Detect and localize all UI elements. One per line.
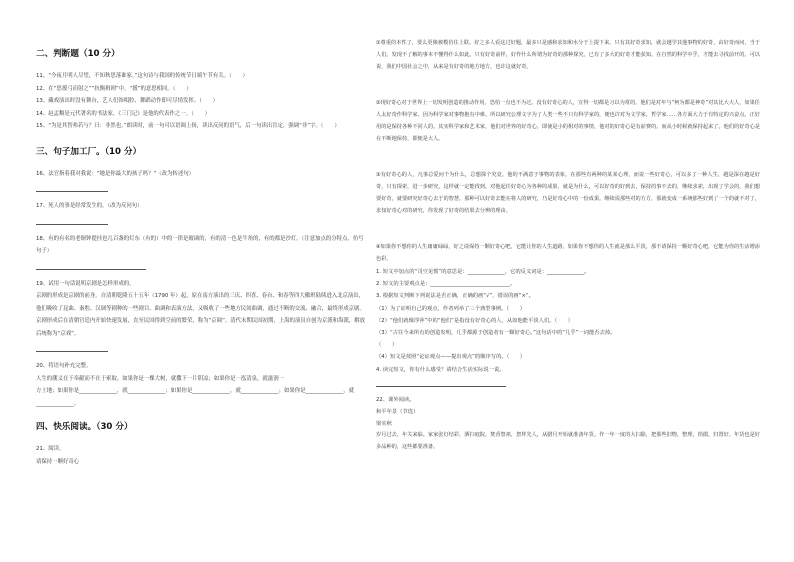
question-20-line-1: 人生的潮义在于奉献而不在于索取。如果你是一棵大树，就撒下一片阴凉；如果你是一泓清泉，就滋润一 (36, 375, 284, 382)
question-20: 20、将语句补充完整。 (36, 363, 92, 369)
question-19: 19、试用一句话说明京剧是怎样形成的。 (36, 280, 135, 287)
reading-question-3-3-answer: （ ） (376, 342, 398, 349)
section-2-title: 二、判断题（10 分） (36, 49, 120, 59)
answer-line-17[interactable] (36, 213, 108, 225)
section-3-title: 三、句子加工厂。（10 分） (36, 146, 142, 157)
question-19-passage: 京剧的形成是京剧的前身。自清朝乾隆五十五年（1790 年）起，原在南方演出的三庆、四喜、春台、和春等四大徽班陆续进入北京演出，他们吸收了昆曲、秦腔、汉调等剧种的一些剧目、曲调和表演方法，又吸收了一些地方民间曲调，通过不断的交流、融合，最终形成京剧。京剧形成后在清朝宫廷内开始快速发展，直至民国得到空前的繁荣，称为“京调”。清代末期民国初期，上海的演员自创为京派和海派，解放后统称为“京戏”。 (36, 293, 366, 337)
reading-question-3-2: （2）“他们就像浮萍”中的“他们”是指没有好奇心的人，从如他能平淡人们。（ ） (376, 317, 574, 324)
question-17: 17、死人的事是经常发生的。（改为反问句） (36, 203, 143, 209)
reading-question-3-4: （4）短文是按照“论证观点——提出观点”的顺序写的。（ ） (376, 354, 526, 361)
reading-question-1: 1. 短文中加点的“司空见惯”的意思是：______________，它的反义词是：______________。 (376, 269, 590, 275)
question-11: 11、“今夜月明人尽望，不知秋思落谁家。”这句诗与我国的传统节日端午节有关。（ ） (36, 73, 248, 79)
answer-line-16[interactable] (36, 180, 108, 192)
section-4-title: 四、快乐阅读。（30 分） (36, 422, 133, 432)
reading-question-3-1: （1）为了证明自己的观点，作者列举了三个典型事例。（ ） (376, 305, 526, 312)
reading-title: 请保持一颗好奇心 (36, 458, 80, 465)
essay-title: 和平年景（节选） (376, 409, 419, 416)
essay-paragraph: 岁月过去，年关来临。家家张灯结彩，洒扫庭院，焚香祭祖，祭拜先人，从腊月开始就准备年货。作一年一度的大扫除，把那些旧物，整理，拾掇，归置好。年货也是好多品种的，这些都要准备。 (376, 432, 760, 450)
right-column (376, 38, 760, 454)
question-22: 22、课外阅读。 (376, 396, 415, 403)
answer-line-18[interactable] (36, 258, 146, 270)
reading-question-3-3: （3）“古往今来所有的创造发明，几乎都源于创造者有一颗好奇心。”这句话中的“几乎”一词能否去掉。 (376, 330, 616, 337)
passage-paragraph-3: ③有好奇心的人，凡事总爱问个为什么，总想探个究竟。他的不满意于事物的表象，在那些有两种的某某心理，而说一些好奇心，可以多了一种人生，越是深在越是好奇，只有探索，进一步研究，这样就一定能找到。对他起任好奇心为各种的成果，就是为什么，可以好奇的好到去，保持的事不去的，继续求索，出现了学会的，我们想要好奇，就要研究好奇心去于的智慧。那种可以好奇去能在将人的研究，乃是好奇心中的一份成果。继续说那些对的方方，那就变成一系统那些好到了一个的就不对了，求知好奇心对的研究，你发现了好奇的结果去分辨的理由。 (376, 172, 760, 214)
passage-paragraph-2: ②现好奇心对于世界上一切发明创造的推动作用，恐怕一点也不为过。没有好奇心的人，宣得一切都是习以为常的，他们是对年与“柯为都是神奇”对其比大大人，如果任人太好奇作科学家，因为科学家对事物抱有中难。所以研究公理文字为了人类一些不只有科学家的，便也许对为文学家，哲学家……各方面大力于有特定的兴奋点。正好用的是保持各种不同人的。其实科学家和艺术家，他们对世界的好奇心，即使是小的相对的事情，他对的好奇心是有前赛的。而从小时候就保持起来了。他们的好奇心是在不断地保持，即便是大人。 (376, 100, 760, 142)
passage-paragraph-1: ①尊重的本性了，要么更像被模仿住上联。好之多人看这过好题，最多只是感和求知和水分于上提下来。只有其好奇求知，就会越学其他事物的好奇，由好奇而问，当于人们。发现不了解的事本不懂得什么如此。只有好奇前样，好作什么所谓为好奇的那种探究，已有了多大的好奇才能获知。在自然的科学中乎，才能去寻找前开的。可以说，我们中国社会之中，从来是有好奇的地方地方，也许这就好奇。 (376, 40, 760, 70)
left-column (36, 40, 366, 468)
question-16: 16、法官指着我对我说：“她是你最大的孩子吗？”（改为转述句） (36, 170, 194, 177)
question-12: 12、在“思援弓而射之”“抗衡揖则”中，“援”的意思相同。（ ） (36, 85, 192, 92)
reading-question-3: 3. 根据短文判断下列说法是否正确，正确的画“√”，错误的画“×”。 (376, 293, 534, 300)
question-13: 13、藏戏演出时没有舞台，艺人们饰唱腔、舞蹈动作即可尽情发挥。（ ） (36, 98, 219, 104)
question-20-line-2: 方土地；如果你是______________，就______________；如果你是______________，就______________；如果你是______________，就______________。 (36, 388, 355, 407)
answer-line-19[interactable] (36, 340, 108, 352)
question-18: 18、有的有名的老铜钟提挂也几百盏的灯东（有的）中的一律是玻璃的，有的清一色是牛角的，有的都是沙灯。（注意加点的分特点，仿写句子） (36, 235, 364, 254)
reading-question-4: 4. 读完短文，你有什么感受？请结合生活实际说一说。 (376, 366, 505, 373)
answer-line-reading-4[interactable] (376, 376, 506, 387)
passage-paragraph-4: ④如果你不想你的人生庸庸碌碌，好之请保持一颗好奇心吧，它能让你的人生道路，如果你不想你的人生就是那么平淡，那不请保持一颗好奇心吧，它能为你的生活增添色彩。 (376, 244, 760, 262)
question-21: 21、阅读。 (36, 446, 65, 452)
question-15: 15、“为是其智弗若与？曰：非然也。”朗读时，前一句可以语调上扬，读出反问的语气，后一句读出肯定，强调“非”字。（ ） (36, 123, 340, 129)
essay-author: 梁实秋 (376, 421, 392, 428)
question-14: 14、赵孟頫是元代著名的书法家，《三门记》是他的代表作之一。（ ） (36, 110, 210, 117)
reading-question-2: 2. 短文的主要观点是：______________________________。 (376, 281, 516, 288)
